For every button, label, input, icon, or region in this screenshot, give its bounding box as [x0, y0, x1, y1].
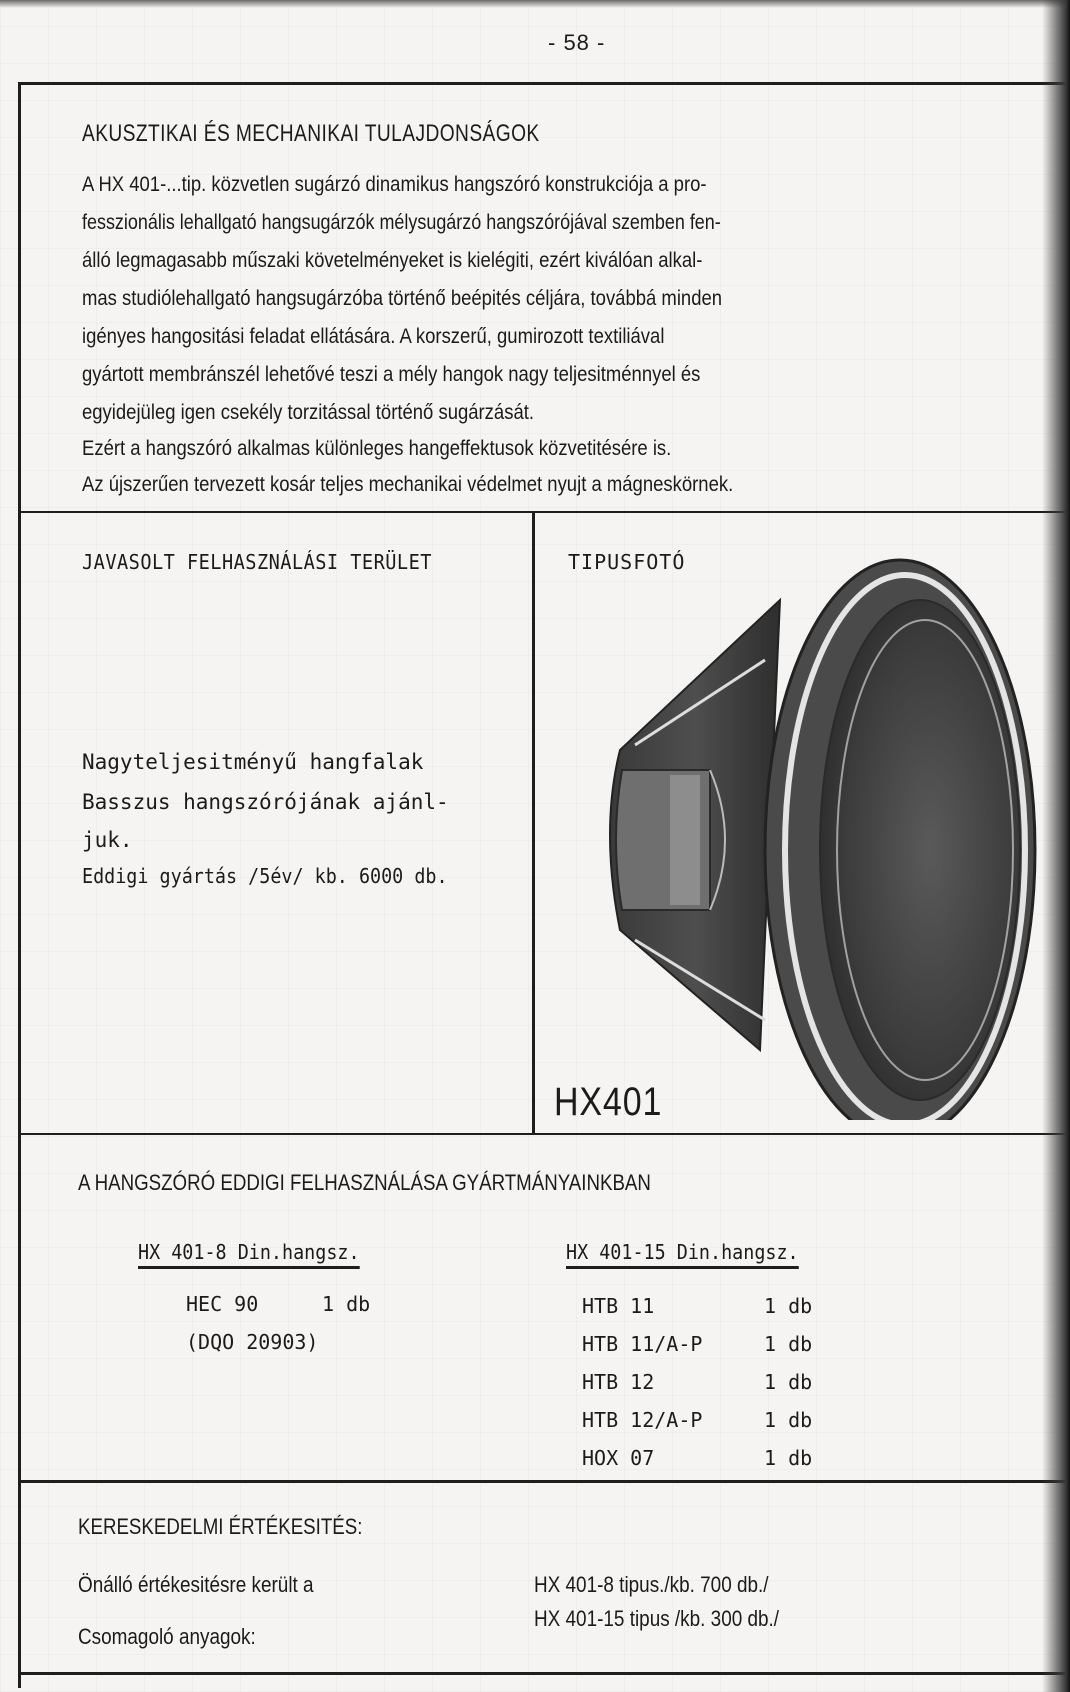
- scan-shadow-right: [1042, 0, 1070, 1692]
- commercial-title: KERESKEDELMI ÉRTÉKESITÉS:: [78, 1514, 363, 1539]
- usage-line: Basszus hangszórójának ajánl-: [82, 790, 449, 814]
- usage-area-title: JAVASOLT FELHASZNÁLÁSI TERÜLET: [82, 550, 432, 574]
- product-name: HTB 11/A-P: [582, 1332, 703, 1356]
- product-qty: 1 db: [764, 1408, 813, 1432]
- page-number: - 58 -: [548, 30, 606, 55]
- speaker-cone: [820, 600, 1020, 1100]
- frame-bottom-border: [18, 1672, 1070, 1675]
- product-name: HOX 07: [582, 1446, 655, 1470]
- usage-line: juk.: [82, 828, 133, 852]
- acoustic-line: egyidejüleg igen csekély torzitással történő sugárzását.: [82, 401, 534, 424]
- packaging-label: Csomagoló anyagok:: [78, 1624, 256, 1649]
- acoustic-line: igényes hangositási feladat ellátására. A korszerű, gumirozott textiliával: [82, 325, 665, 348]
- speaker-illustration: [560, 530, 1040, 1120]
- acoustic-line: A HX 401-...tip. közvetlen sugárzó dinamikus hangszóró konstrukciója a pro-: [82, 173, 707, 196]
- usage-history-title: A HANGSZÓRÓ EDDIGI FELHASZNÁLÁSA GYÁRTMÁNYAINKBAN: [78, 1170, 651, 1195]
- scan-shadow-top: [0, 0, 1070, 8]
- product-qty: 1 db: [764, 1370, 813, 1394]
- commercial-hx401-15-sales: HX 401-15 tipus /kb. 300 db./: [534, 1606, 780, 1631]
- product-qty: 1 db: [322, 1292, 371, 1316]
- divider-usage-photo: [532, 511, 535, 1133]
- usage-line: Nagyteljesitményű hangfalak: [82, 750, 424, 774]
- commercial-line-prefix: Önálló értékesitésre került a: [78, 1572, 314, 1597]
- divider-before-commercial: [18, 1480, 1070, 1483]
- acoustic-line: gyártott membránszél lehetővé teszi a mély hangok nagy teljesitménnyel és: [82, 363, 701, 386]
- product-name: (DQO 20903): [186, 1330, 319, 1354]
- frame-left-border: [18, 82, 21, 1688]
- product-qty: 1 db: [764, 1332, 813, 1356]
- product-qty: 1 db: [764, 1446, 813, 1470]
- product-name: HTB 12/A-P: [582, 1408, 703, 1432]
- acoustic-line: mas studiólehallgató hangsugárzóba történő beépités céljára, továbbá minden: [82, 287, 723, 310]
- acoustic-line: fesszionális lehallgató hangsugárzók mélysugárzó hangszórójával szemben fen-: [82, 211, 721, 234]
- column-heading-hx401-8: HX 401-8 Din.hangsz.: [138, 1240, 360, 1269]
- acoustic-line: álló legmagasabb műszaki követelményeket is kielégiti, ezért kiválóan alkal-: [82, 249, 703, 272]
- production-count-line: Eddigi gyártás /5év/ kb. 6000 db.: [82, 864, 448, 888]
- magnet-highlight: [670, 775, 700, 905]
- type-photo-caption: HX401: [554, 1080, 663, 1124]
- acoustic-line: Az újszerűen tervezett kosár teljes mechanikai védelmet nyujt a mágneskörnek.: [82, 473, 734, 496]
- column-heading-hx401-15: HX 401-15 Din.hangsz.: [566, 1240, 799, 1269]
- divider-after-photo: [18, 1133, 1070, 1135]
- product-name: HEC 90: [186, 1292, 259, 1316]
- product-name: HTB 11: [582, 1294, 655, 1318]
- speaker-photo: [560, 530, 1040, 1120]
- product-qty: 1 db: [764, 1294, 813, 1318]
- type-photo-title: TIPUSFOTÓ: [568, 550, 686, 574]
- frame-top-border: [18, 82, 1070, 85]
- commercial-hx401-8-sales: HX 401-8 tipus./kb. 700 db./: [534, 1572, 769, 1597]
- divider-after-acoustic: [18, 511, 1070, 513]
- acoustic-line: Ezért a hangszóró alkalmas különleges hangeffektusok közvetitésére is.: [82, 437, 672, 460]
- acoustic-section-title: AKUSZTIKAI ÉS MECHANIKAI TULAJDONSÁGOK: [82, 120, 540, 147]
- product-name: HTB 12: [582, 1370, 655, 1394]
